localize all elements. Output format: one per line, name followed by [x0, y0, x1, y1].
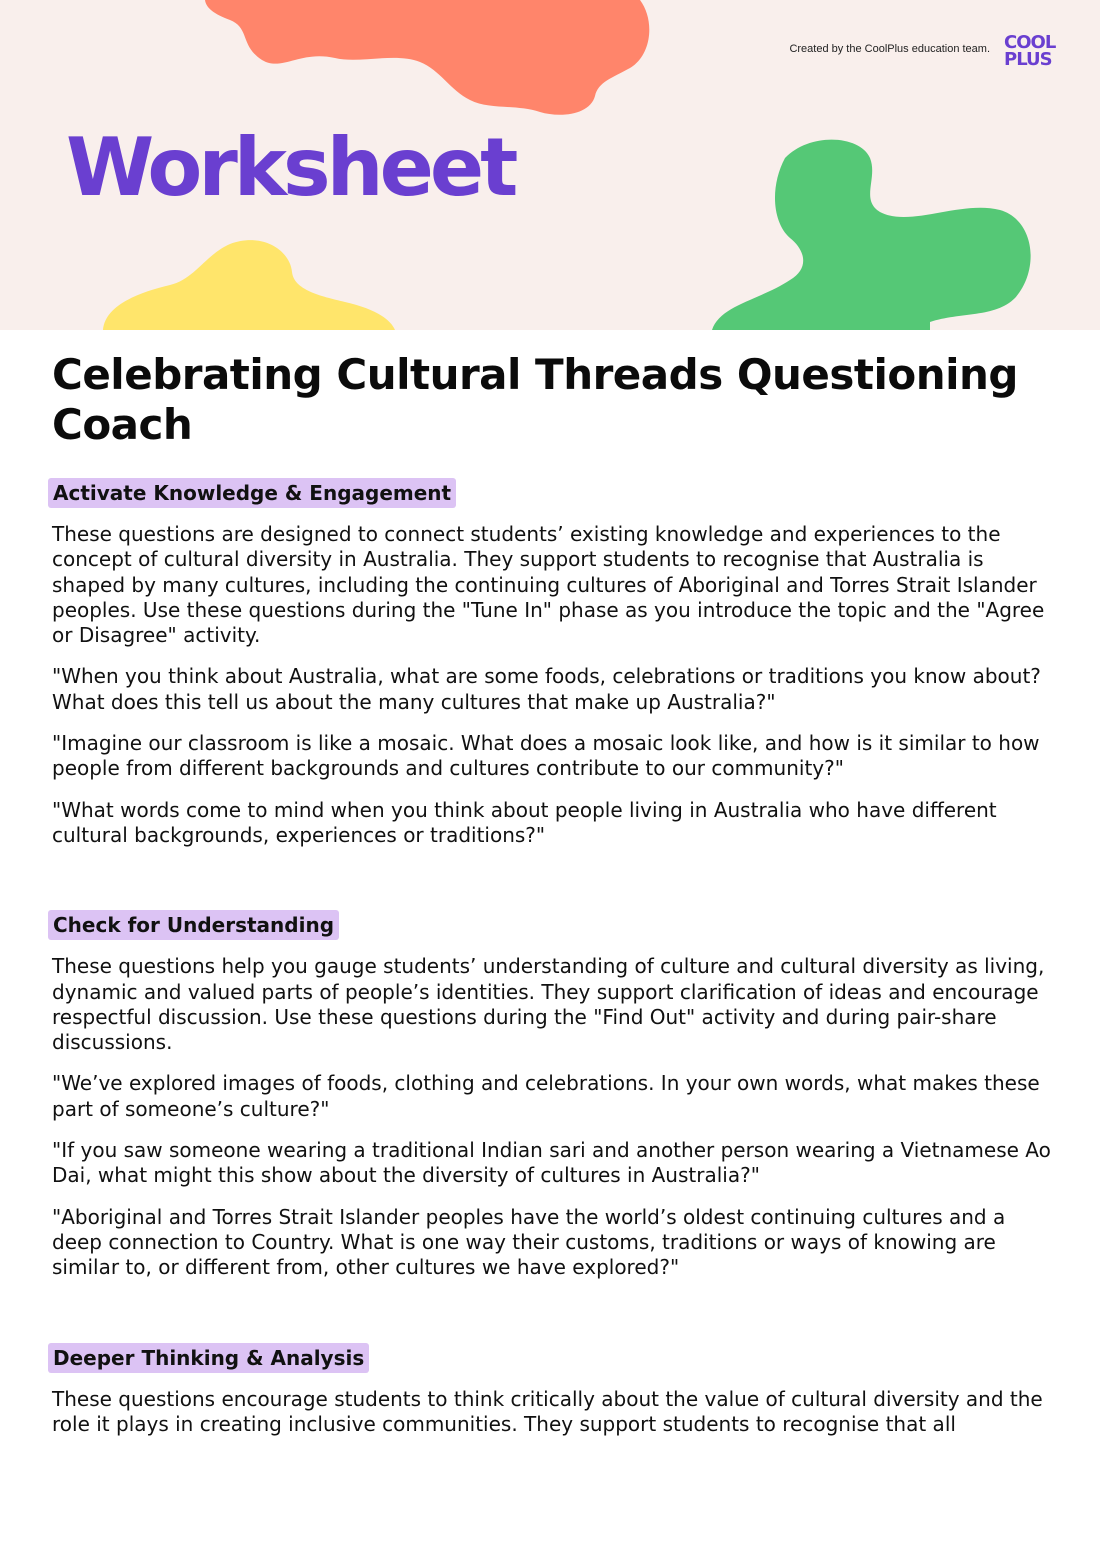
- section-spacer: [52, 864, 1052, 910]
- section-intro: These questions help you gauge students’ understanding of culture and cultural diversity as living, dynamic and valued parts of people’s identities. They support clarification of ideas and encourage respectful discussion. Use these questions during the "Find Out" activity and during pair-share discussions.: [52, 954, 1045, 1055]
- logo-line-cool: COOL: [1004, 32, 1056, 53]
- logo-line-plus: PLUS: [1004, 49, 1052, 70]
- question: "What words come to mind when you think about people living in Australia who have different cultural backgrounds, experiences or traditions?": [52, 797, 997, 847]
- section-label: Activate Knowledge & Engagement: [48, 478, 456, 508]
- yellow-blob: [103, 240, 395, 330]
- section-intro: These questions are designed to connect students’ existing knowledge and experiences to the concept of cultural diversity in Australia. They support students to recognise that Australia is shaped by many cultures, including the continuing cultures of Aboriginal and Torres Strait Islander peoples. Use these questions during the "Tune In" phase as you introduce the topic and the "Agree or Disagree" activity.: [52, 522, 1045, 648]
- section-intro: These questions encourage students to think critically about the value of cultural diversity and the role it plays in creating inclusive communities. They support students to recognise that all: [52, 1386, 1043, 1436]
- question: "If you saw someone wearing a traditional Indian sari and another person wearing a Vietnamese Ao Dai, what might this show about the diversity of cultures in Australia?": [52, 1138, 1051, 1188]
- worksheet-header: [0, 0, 1100, 330]
- question: "When you think about Australia, what are some foods, celebrations or traditions you know about? What does this tell us about the many cultures that make up Australia?": [52, 664, 1041, 714]
- question: "We’ve explored images of foods, clothing and celebrations. In your own words, what makes these part of someone’s culture?": [52, 1071, 1040, 1121]
- section-activate-knowledge: [52, 478, 1052, 848]
- document-title: Celebrating Cultural Threads Questioning Coach: [52, 350, 1018, 449]
- coolplus-logo: [1004, 34, 1068, 68]
- question: "Imagine our classroom is like a mosaic. What does a mosaic look like, and how is it similar to how people from different backgrounds and cultures contribute to our community?": [52, 731, 1040, 781]
- section-label: Deeper Thinking & Analysis: [48, 1343, 369, 1373]
- section-deeper-thinking: [52, 1343, 1052, 1438]
- section-label: Check for Understanding: [48, 910, 339, 940]
- coral-blob: [205, 0, 649, 115]
- green-blob: [712, 140, 1031, 330]
- credit-text: Created by the CoolPlus education team.: [789, 43, 990, 55]
- question: "Aboriginal and Torres Strait Islander peoples have the world’s oldest continuing cultures and a deep connection to Country. What is one way their customs, traditions or ways of knowing are similar to, or different from, other cultures we have explored?": [52, 1204, 1006, 1280]
- document-body: [52, 350, 1052, 1453]
- section-check-understanding: [52, 910, 1052, 1280]
- section-spacer: [52, 1297, 1052, 1343]
- worksheet-title: Worksheet: [66, 121, 515, 214]
